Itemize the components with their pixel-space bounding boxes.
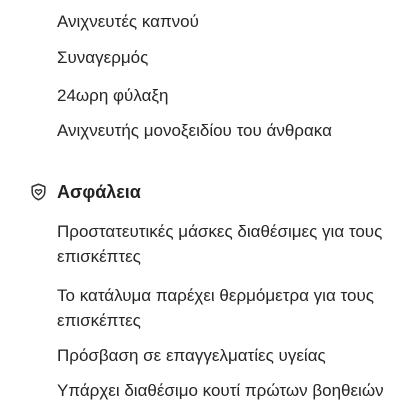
list-item-alarm: Συναγερμός: [57, 48, 149, 67]
list-item-health-professionals: Πρόσβαση σε επαγγελματίες υγείας: [57, 346, 326, 365]
section-header-safety: [28, 178, 141, 206]
list-item-co-detector: Ανιχνευτής μονοξειδίου του άνθρακα: [57, 121, 332, 140]
section-title: Ασφάλεια: [57, 181, 141, 202]
shield-heart-icon: [28, 182, 48, 202]
list-item-24h-security: 24ωρη φύλαξη: [57, 86, 169, 105]
list-item-first-aid-kit: Υπάρχει διαθέσιμο κουτί πρώτων βοηθειών: [57, 381, 384, 400]
list-item-face-masks: Προστατευτικές μάσκες διαθέσιμες για τους επισκέπτες: [57, 222, 383, 266]
list-item-smoke-detectors: Ανιχνευτές καπνού: [57, 12, 199, 31]
list-item-thermometers: Το κατάλυμα παρέχει θερμόμετρα για τους επισκέπτες: [57, 286, 374, 330]
